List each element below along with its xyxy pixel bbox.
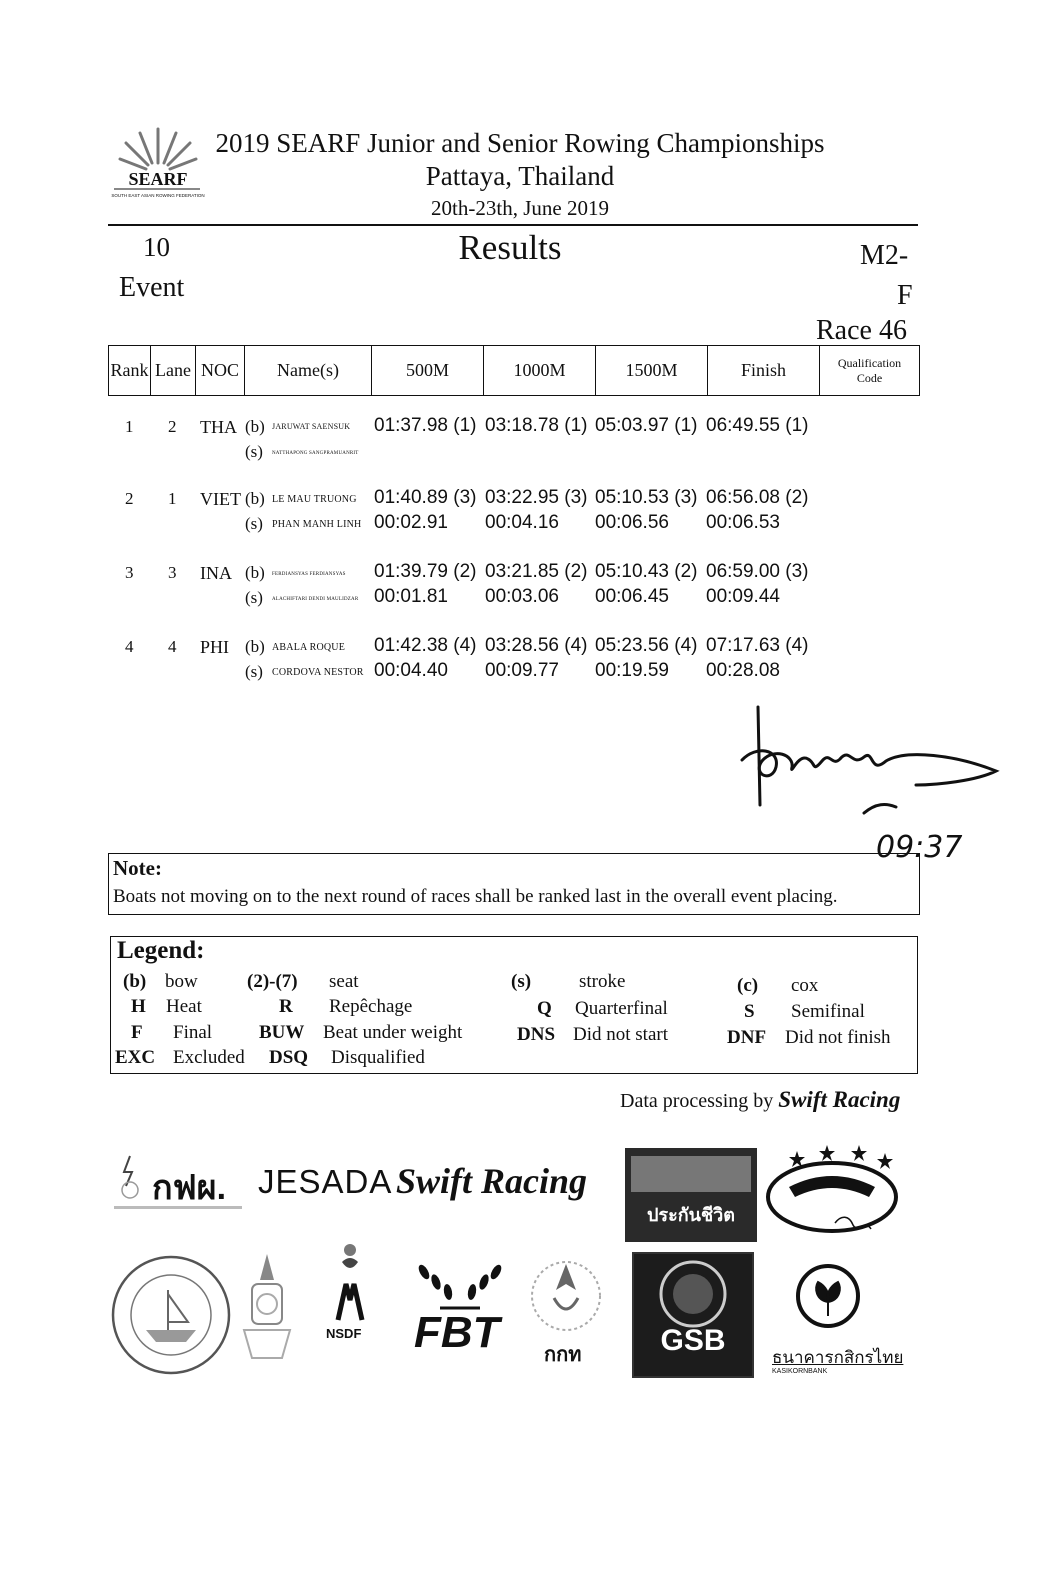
legend-label: Disqualified (331, 1047, 425, 1068)
legend-label: Repêchage (329, 996, 413, 1017)
championship-title: 2019 SEARF Junior and Senior Rowing Championships (215, 128, 825, 158)
stroke-position: (s) (245, 662, 263, 681)
gap-1000m: 00:09.77 (485, 660, 559, 681)
searf-logo-text: SEARF (128, 169, 188, 189)
searf-logo-subtext: SOUTH EAST ASIAN ROWING FEDERATION (111, 193, 205, 198)
lane: 3 (168, 563, 177, 582)
data-processing-brand: Swift Racing (778, 1087, 901, 1112)
noc: INA (200, 563, 232, 583)
bow-position: (b) (245, 563, 265, 582)
table-row (108, 417, 920, 477)
stroke-name: NATTHAPONG SANGPRAMUANRIT (272, 451, 359, 456)
stroke-name: PHAN MANH LINH (272, 519, 362, 530)
championship-location: Pattaya, Thailand (425, 161, 615, 191)
gap-1000m: 00:03.06 (485, 586, 559, 607)
gap-finish: 00:28.08 (706, 660, 780, 681)
royal-crest-emblem (236, 1250, 298, 1370)
bow-name: LE MAU TRUONG (272, 494, 357, 505)
legend-label: stroke (579, 971, 626, 992)
finish-time: 06:59.00 (3) (706, 561, 809, 582)
column-header-1500m: 1500M (596, 346, 708, 396)
legend-label: Did not finish (785, 1027, 891, 1048)
gap-500m: 00:02.91 (374, 512, 448, 533)
legend-label: Heat (166, 996, 202, 1017)
egat-logo (108, 1150, 248, 1220)
event-code-suffix: F (897, 280, 913, 311)
jesada-logo: JESADA (258, 1163, 393, 1200)
split-1000m: 03:21.85 (2) (485, 561, 588, 582)
gap-500m: 00:04.40 (374, 660, 448, 681)
column-header-finish: Finish (708, 346, 820, 396)
qualification-label: Qualification (837, 355, 902, 370)
data-processing-credit (620, 1087, 900, 1113)
gap-1500m: 00:06.56 (595, 512, 669, 533)
kkt-logo (526, 1250, 606, 1370)
event-label: Event (119, 272, 185, 303)
official-signature (736, 705, 1006, 865)
note-box (108, 853, 920, 915)
event-number: 10 (143, 232, 170, 262)
column-header-rank: Rank (109, 346, 151, 396)
column-header-noc: NOC (196, 346, 245, 396)
lane: 4 (168, 637, 177, 656)
gap-1000m: 00:04.16 (485, 512, 559, 533)
legend-code: H (131, 996, 146, 1017)
stroke-name: ALACHIFTARI DENDI MAULIDZAR (272, 597, 359, 602)
stroke-name: CORDOVA NESTOR (272, 667, 364, 678)
championship-dates: 20th-23th, June 2019 (431, 196, 609, 220)
split-1000m: 03:22.95 (3) (485, 487, 588, 508)
signature-time: 09:37 (876, 830, 963, 865)
egat-logo-text: กฟผ. (152, 1169, 227, 1207)
column-header-lane: Lane (151, 346, 196, 396)
nsdf-logo-text: NSDF (326, 1326, 362, 1341)
split-1500m: 05:10.53 (3) (595, 487, 698, 508)
thai-life-emblem (631, 1156, 751, 1192)
fbt-logo (410, 1258, 510, 1368)
table-row (108, 563, 920, 623)
kkt-logo-text: กกท (544, 1344, 582, 1366)
column-header-1000m: 1000M (484, 346, 596, 396)
header-divider (108, 224, 918, 226)
legend-label: Did not start (573, 1024, 668, 1045)
page-title: Results (458, 228, 562, 267)
bow-position: (b) (245, 489, 265, 508)
bow-name: FERDIANSYAS FERDIANSYAS (272, 572, 346, 577)
lane: 2 (168, 417, 177, 436)
thai-life-logo-text: ประกันชีวิต (647, 1205, 735, 1226)
kasikornbank-thai-name: ธนาคารกสิกรไทย (772, 1348, 904, 1367)
legend-code: EXC (115, 1047, 156, 1068)
finish-time: 07:17.63 (4) (706, 635, 809, 656)
event-code: M2- (860, 240, 909, 271)
gsb-logo (632, 1252, 754, 1378)
lane: 1 (168, 489, 177, 508)
legend-code: S (744, 1001, 755, 1022)
rank: 2 (125, 489, 134, 508)
kasikornbank-english-name: KASIKORNBANK (772, 1368, 828, 1375)
results-table-header (108, 345, 920, 396)
qualification-code-label: Code (856, 370, 883, 385)
data-processing-prefix: Data processing by (620, 1090, 774, 1112)
rank: 4 (125, 637, 134, 656)
gap-finish: 00:09.44 (706, 586, 780, 607)
legend-label: Beat under weight (323, 1022, 463, 1043)
split-1000m: 03:28.56 (4) (485, 635, 588, 656)
split-500m: 01:37.98 (1) (374, 415, 477, 436)
kasikornbank-logo (770, 1262, 904, 1382)
legend-label: seat (329, 971, 359, 992)
noc: VIET (200, 489, 241, 509)
gsb-logo-text: GSB (660, 1324, 726, 1357)
legend-code: (c) (737, 975, 759, 996)
bow-position: (b) (245, 637, 265, 656)
rank: 3 (125, 563, 134, 582)
legend-code: Q (537, 998, 552, 1019)
swift-racing-logo: Swift Racing (396, 1161, 588, 1201)
stroke-position: (s) (245, 442, 263, 461)
legend-code: DNF (727, 1027, 767, 1048)
marine-department-seal (106, 1250, 236, 1380)
column-header-qualification (820, 346, 920, 396)
legend-code: DNS (517, 1024, 556, 1045)
bow-position: (b) (245, 417, 265, 436)
bow-name: ABALA ROQUE (272, 642, 346, 653)
note-title: Note: (113, 856, 162, 880)
legend-code: BUW (259, 1022, 305, 1043)
legend-label: bow (165, 971, 198, 992)
stroke-position: (s) (245, 514, 263, 533)
bow-name: JARUWAT SAENSUK (272, 422, 351, 431)
legend-code: (2)-(7) (247, 971, 298, 992)
magic-farm-logo (765, 1145, 900, 1245)
split-500m: 01:39.79 (2) (374, 561, 477, 582)
thai-life-assurance-logo (625, 1148, 757, 1242)
race-number: Race 46 (816, 315, 907, 346)
table-row (108, 489, 920, 549)
column-header-names: Name(s) (245, 346, 372, 396)
gap-500m: 00:01.81 (374, 586, 448, 607)
column-header-500m: 500M (372, 346, 484, 396)
split-1500m: 05:23.56 (4) (595, 635, 698, 656)
gap-1500m: 00:19.59 (595, 660, 669, 681)
split-1500m: 05:03.97 (1) (595, 415, 698, 436)
note-text: Boats not moving on to the next round of races shall be ranked last in the overall event placing. (113, 886, 838, 907)
gap-finish: 00:06.53 (706, 512, 780, 533)
rank: 1 (125, 417, 134, 436)
finish-time: 06:49.55 (1) (706, 415, 809, 436)
legend-label: Quarterfinal (575, 998, 668, 1019)
legend-box (110, 936, 918, 1074)
stroke-position: (s) (245, 588, 263, 607)
nsdf-logo (320, 1240, 380, 1360)
legend-label: Final (173, 1022, 213, 1043)
legend-title: Legend: (117, 937, 205, 964)
split-1000m: 03:18.78 (1) (485, 415, 588, 436)
finish-time: 06:56.08 (2) (706, 487, 809, 508)
split-500m: 01:42.38 (4) (374, 635, 477, 656)
legend-code: R (279, 996, 293, 1017)
legend-label: cox (791, 975, 819, 996)
split-500m: 01:40.89 (3) (374, 487, 477, 508)
legend-code: F (131, 1022, 143, 1043)
fbt-logo-text: FBT (414, 1308, 500, 1357)
table-row (108, 637, 920, 697)
gap-1500m: 00:06.45 (595, 586, 669, 607)
legend-label: Semifinal (791, 1001, 865, 1022)
split-1500m: 05:10.43 (2) (595, 561, 698, 582)
legend-code: (s) (511, 971, 532, 992)
legend-code: (b) (123, 971, 147, 992)
legend-label: Excluded (173, 1047, 245, 1068)
noc: PHI (200, 637, 230, 657)
legend-code: DSQ (269, 1047, 309, 1068)
noc: THA (200, 417, 237, 437)
